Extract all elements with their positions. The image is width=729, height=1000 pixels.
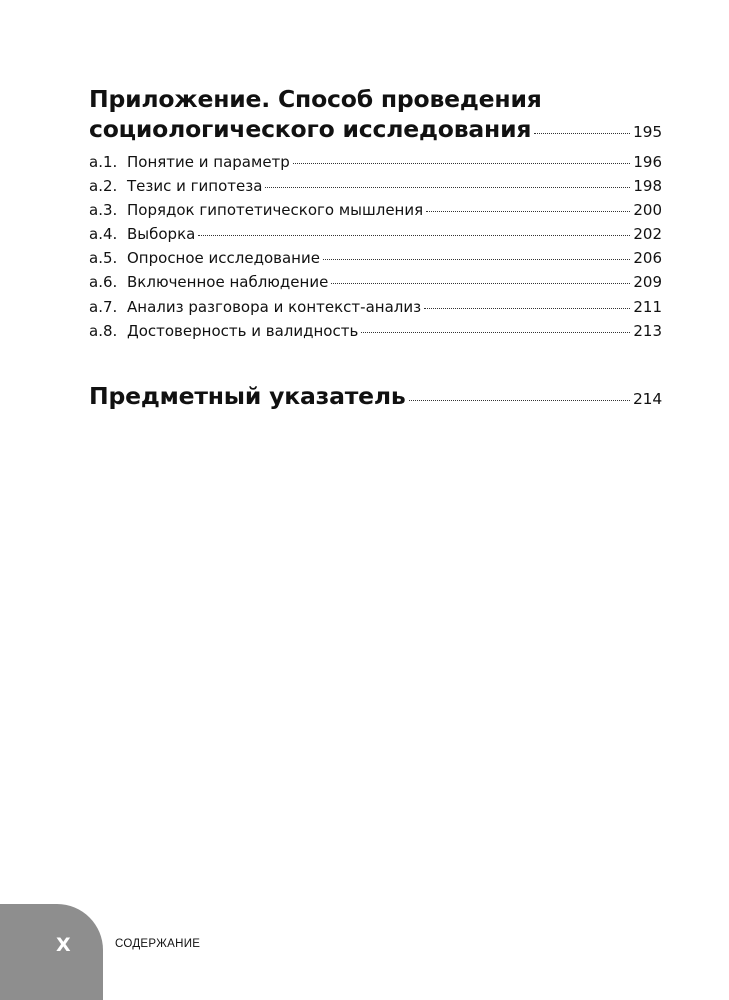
dot-leader (323, 259, 630, 260)
entry-title: Анализ разговора и контекст-анализ (127, 297, 422, 316)
toc-entry[interactable] (89, 150, 662, 174)
entry-number: a.1. (89, 153, 118, 171)
dot-leader (424, 308, 630, 309)
entry-number: a.6. (89, 273, 118, 292)
appendix-entries (89, 150, 662, 343)
entry-title: Порядок гипотетического мышления (127, 201, 424, 220)
dot-leader (265, 187, 630, 188)
toc-entry[interactable] (89, 319, 662, 343)
entry-number: a.5. (89, 249, 118, 268)
entry-number: a.3. (89, 201, 118, 220)
entry-title: Понятие и параметр (127, 153, 290, 171)
dot-leader (361, 332, 630, 333)
entry-page-number: 202 (633, 225, 662, 244)
entry-title: Выборка (127, 225, 196, 244)
entry-number: a.4. (89, 225, 118, 244)
entry-title: Включенное наблюдение (127, 273, 329, 292)
entry-page-number: 211 (633, 297, 662, 316)
appendix-heading-row[interactable] (89, 114, 662, 147)
table-of-contents (89, 84, 662, 414)
entry-page-number: 198 (633, 177, 662, 196)
toc-entry[interactable] (89, 222, 662, 246)
entry-page-number: 196 (633, 153, 662, 171)
entry-number: a.2. (89, 177, 118, 196)
dot-leader (409, 400, 630, 401)
index-title: Предметный указатель (89, 381, 406, 410)
dot-leader (426, 211, 630, 212)
toc-entry[interactable] (89, 246, 662, 270)
toc-entry[interactable] (89, 295, 662, 319)
page-number-letter: X (56, 934, 71, 956)
index-heading-row[interactable] (89, 381, 662, 414)
entry-title: Опросное исследование (127, 249, 320, 268)
entry-page-number: 209 (633, 273, 662, 292)
entry-number: a.7. (89, 297, 118, 316)
appendix-page-number: 195 (633, 123, 662, 141)
entry-title: Достоверность и валидность (127, 321, 359, 340)
appendix-title-line1: Приложение. Способ проведения (89, 85, 542, 113)
entry-title: Тезис и гипотеза (127, 177, 263, 196)
page-tab (0, 904, 103, 1000)
dot-leader (331, 283, 630, 284)
dot-leader (198, 235, 630, 236)
toc-entry[interactable] (89, 174, 662, 198)
entry-page-number: 206 (633, 249, 662, 268)
appendix-title-line2: социологического исследования (89, 115, 532, 143)
index-page-number: 214 (633, 389, 662, 408)
entry-page-number: 200 (633, 201, 662, 220)
entry-page-number: 213 (633, 321, 662, 340)
running-footer-label: СОДЕРЖАНИЕ (115, 938, 201, 950)
entry-number: a.8. (89, 321, 118, 340)
toc-entry[interactable] (89, 198, 662, 222)
dot-leader (293, 163, 631, 164)
toc-entry[interactable] (89, 270, 662, 294)
dot-leader (534, 133, 630, 134)
